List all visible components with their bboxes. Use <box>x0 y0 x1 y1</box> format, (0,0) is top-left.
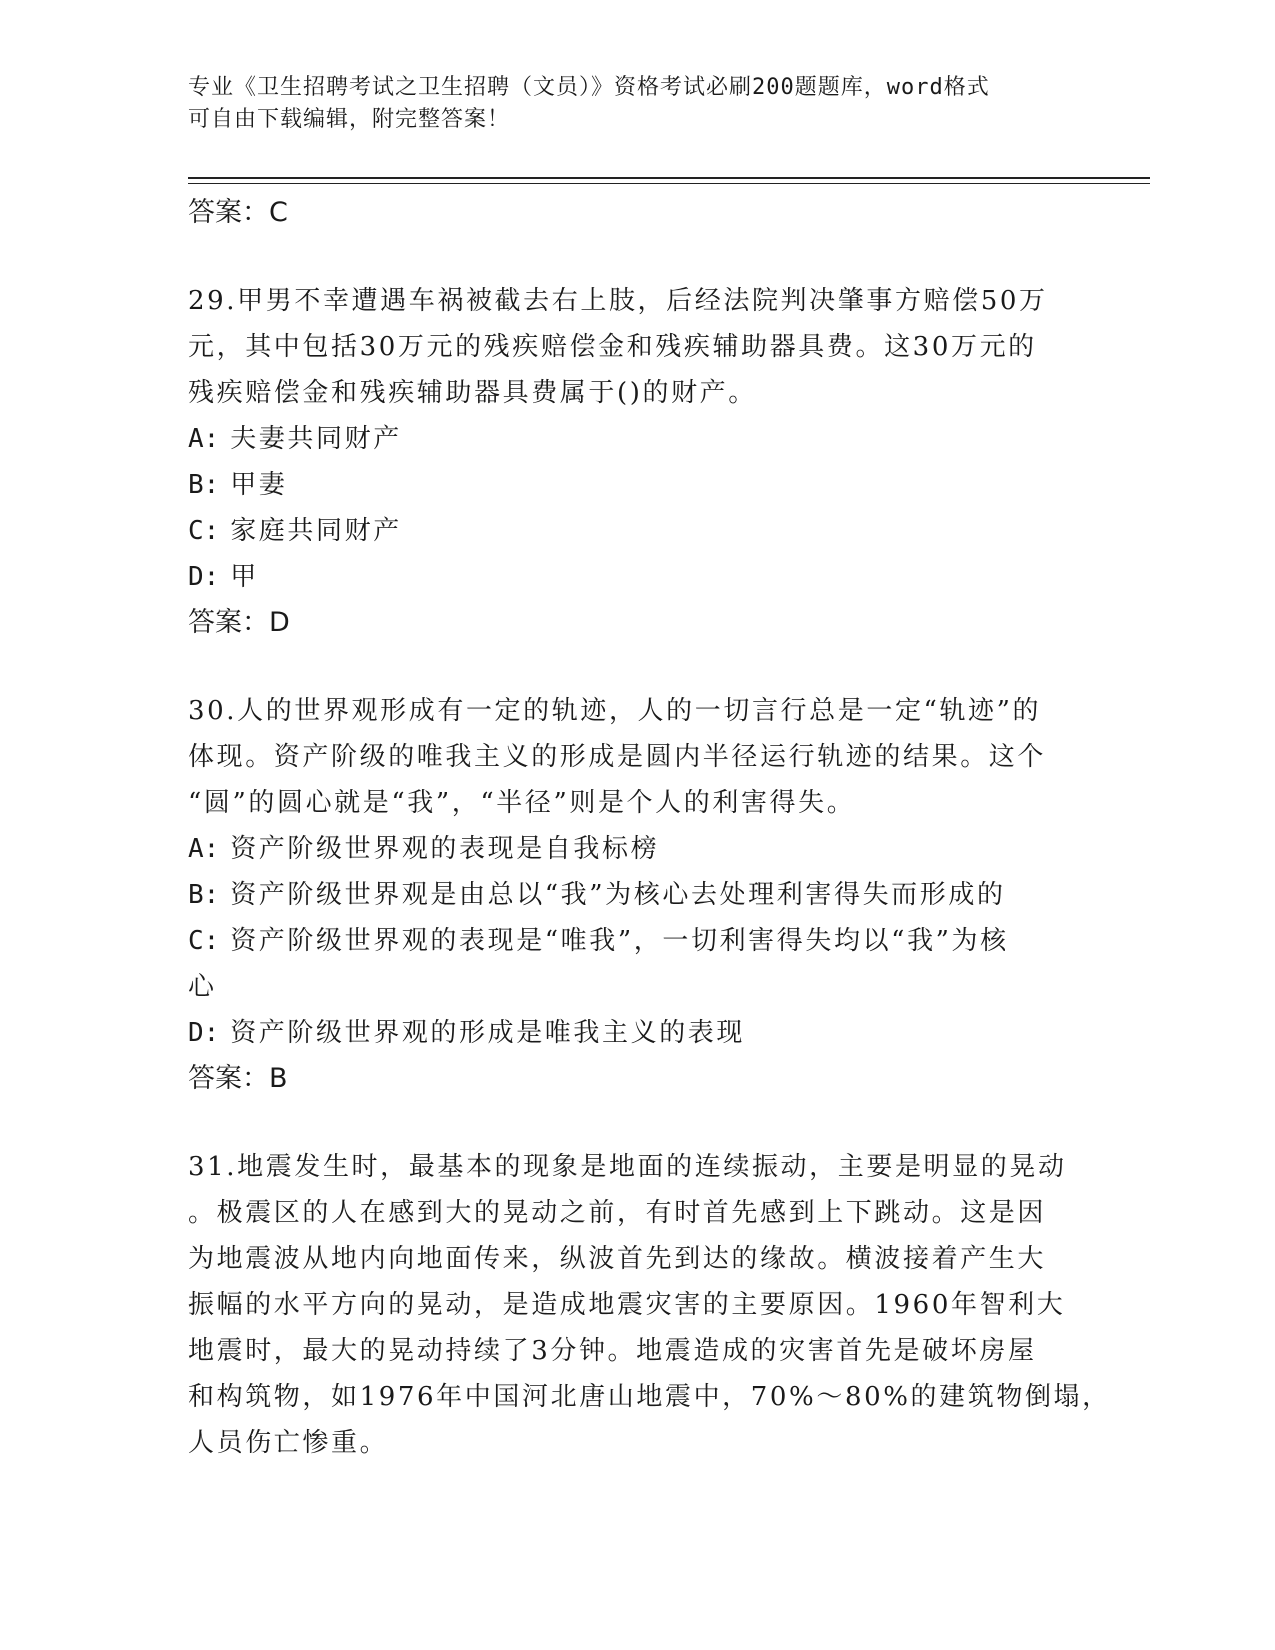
option-line <box>188 416 1088 462</box>
question-text-line: 体现。资产阶级的唯我主义的形成是圆内半径运行轨迹的结果。这个 <box>188 742 1047 772</box>
option-line <box>188 964 1088 1010</box>
option-key: C: <box>188 926 220 956</box>
option-key: C: <box>188 516 220 546</box>
document-body <box>188 190 1111 1466</box>
option-text: 甲 <box>230 562 259 592</box>
option-key: B: <box>188 470 220 500</box>
option-text: 资产阶级世界观的表现是自我标榜 <box>230 834 660 864</box>
header-line-1: 专业《卫生招聘考试之卫生招聘（文员）》资格考试必刷200题题库，word格式 <box>188 75 990 100</box>
question-text-line: 30.人的世界观形成有一定的轨迹，人的一切言行总是一定“轨迹”的 <box>188 696 1042 726</box>
page-header <box>188 72 1068 136</box>
option-text: 夫妻共同财产 <box>230 424 402 454</box>
header-divider-thick <box>188 177 1150 179</box>
option-text: 资产阶级世界观是由总以“我”为核心去处理利害得失而形成的 <box>230 880 1006 910</box>
question-block <box>188 1144 1111 1466</box>
option-text: 甲妻 <box>230 470 288 500</box>
option-key: A: <box>188 834 220 864</box>
question-block <box>188 688 1088 1102</box>
question-text-line: 31.地震发生时，最基本的现象是地面的连续振动，主要是明显的晃动 <box>188 1152 1067 1182</box>
question-text-line: “圆”的圆心就是“我”，“半径”则是个人的利害得失。 <box>188 788 856 818</box>
question-text-line: 振幅的水平方向的晃动，是造成地震灾害的主要原因。1960年智利大 <box>188 1290 1066 1320</box>
option-key: A: <box>188 424 220 454</box>
header-divider-thin <box>188 183 1150 184</box>
answer-line: 答案：D <box>188 607 290 638</box>
question-list <box>188 278 1111 1466</box>
option-line <box>188 1010 1088 1056</box>
header-line-2: 可自由下载编辑，附完整答案！ <box>188 107 511 132</box>
question-text-line: 29.甲男不幸遭遇车祸被截去右上肢，后经法院判决肇事方赔偿50万 <box>188 286 1048 316</box>
option-line <box>188 554 1088 600</box>
answer-line: 答案：C <box>188 197 288 228</box>
option-line <box>188 508 1088 554</box>
option-key: D: <box>188 562 220 592</box>
option-line <box>188 918 1088 964</box>
option-text: 资产阶级世界观的表现是“唯我”，一切利害得失均以“我”为核 <box>230 926 1009 956</box>
option-text: 家庭共同财产 <box>230 516 402 546</box>
question-text-line: 。极震区的人在感到大的晃动之前，有时首先感到上下跳动。这是因 <box>188 1198 1047 1228</box>
option-line <box>188 826 1088 872</box>
question-text-line: 地震时，最大的晃动持续了3分钟。地震造成的灾害首先是破坏房屋 <box>188 1336 1037 1366</box>
answer-line: 答案：B <box>188 1063 288 1094</box>
option-key: B: <box>188 880 220 910</box>
option-text: 心 <box>188 972 217 1002</box>
question-text-line: 元，其中包括30万元的残疾赔偿金和残疾辅助器具费。这30万元的 <box>188 332 1037 362</box>
question-text-line: 人员伤亡惨重。 <box>188 1428 389 1458</box>
option-text: 资产阶级世界观的形成是唯我主义的表现 <box>230 1018 745 1048</box>
question-block <box>188 278 1088 646</box>
option-line <box>188 872 1088 918</box>
option-key: D: <box>188 1018 220 1048</box>
question-text-line: 为地震波从地内向地面传来，纵波首先到达的缘故。横波接着产生大 <box>188 1244 1047 1274</box>
question-text-line: 残疾赔偿金和残疾辅助器具费属于()的财产。 <box>188 378 757 408</box>
question-text-line: 和构筑物，如1976年中国河北唐山地震中，70%～80%的建筑物倒塌， <box>188 1382 1111 1412</box>
option-line <box>188 462 1088 508</box>
